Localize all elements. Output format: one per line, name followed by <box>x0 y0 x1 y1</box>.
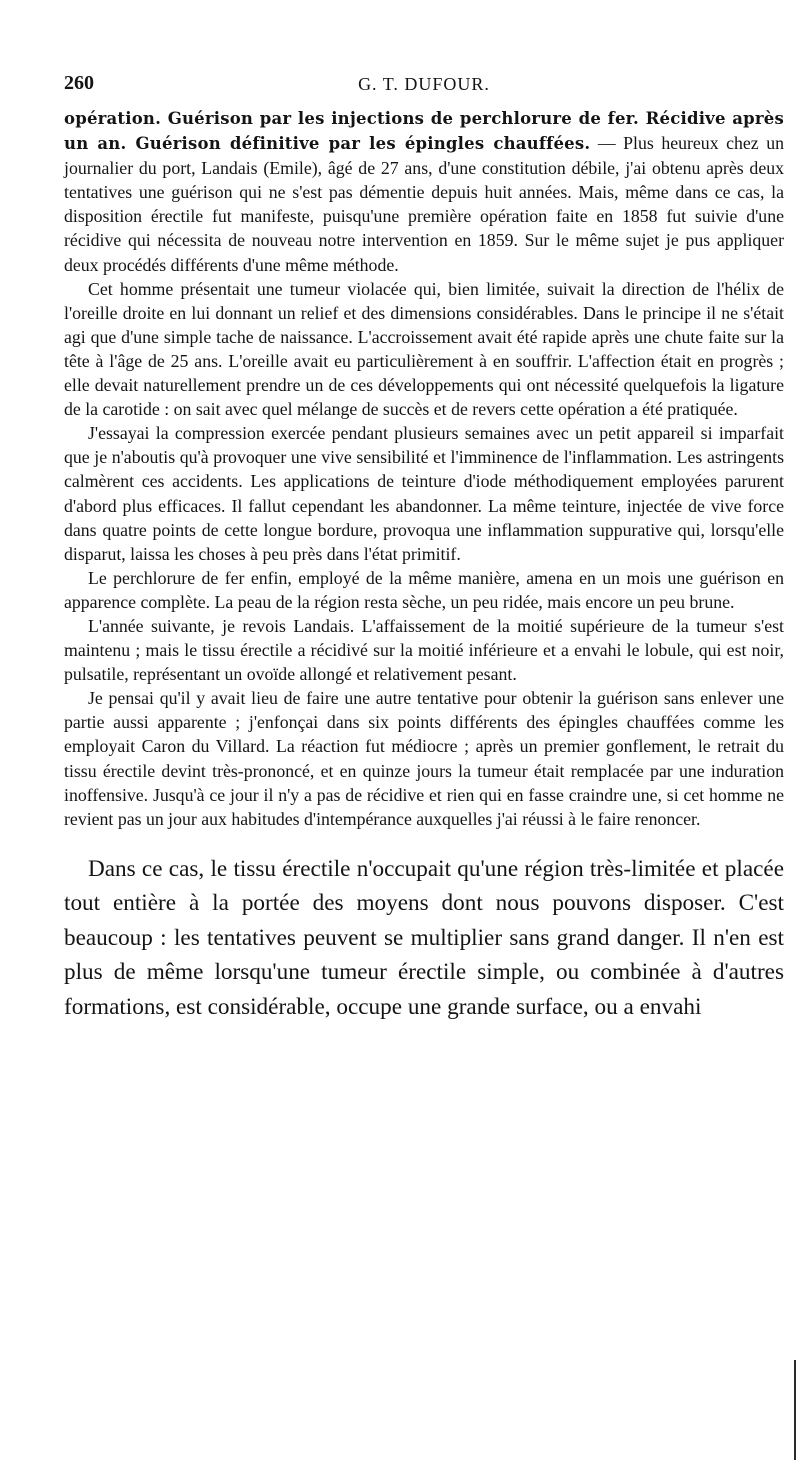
paragraph: Le perchlorure de fer enfin, employé de la même manière, amena en un mois une guérison en apparence complète. La peau de la région resta sèche, un peu ridée, mais encore un peu brune. <box>64 567 784 612</box>
main-text <box>64 852 784 1025</box>
running-head <box>64 72 784 106</box>
paragraph-text: — Plus heureux chez un journalier du port, Landais (Emile), âgé de 27 ans, d'une constitution débile, j'ai obtenu après deux tentatives une guérison qui ne s'est pas démentie depuis huit années. Mais, même dans ce cas, la disposition érectile fut manifeste, puisqu'une première opération faite en 1858 fut suivie d'une récidive qui nécessita de nouveau notre intervention en 1859. Sur le même sujet je pus appliquer deux procédés différents d'une même méthode. <box>64 133 784 275</box>
page-edge-shadow <box>794 1360 796 1460</box>
page-number: 260 <box>64 72 94 94</box>
paragraph: L'année suivante, je revois Landais. L'affaissement de la moitié supérieure de la tumeur s'est maintenu ; mais le tissu érectile a récidivé sur la moitié inférieure et a envahi le lobule, qui est noir, pulsatile, représentant un ovoïde allongé et relativement pesant. <box>64 615 784 685</box>
case-report <box>64 106 784 831</box>
book-page <box>64 72 784 1024</box>
case-opening-paragraph <box>64 106 784 277</box>
paragraph: Je pensai qu'il y avait lieu de faire une autre tentative pour obtenir la guérison sans enlever une partie aussi apparente ; j'enfonçai dans six points différents des épingles chauffées comme les employait Caron du Villard. La réaction fut médiocre ; après un premier gonflement, le retrait du tissu érectile devint très-prononcé, et en quinze jours la tumeur était remplacée par une induration inoffensive. Jusqu'à ce jour il n'y a pas de récidive et rien qui en fasse craindre une, si cet homme ne revient pas un jour aux habitudes d'intempérance auxquelles j'ai réussi à le faire renoncer. <box>64 688 784 829</box>
case-heading: opération. Guérison par les injections de perchlorure de fer. Récidive après un an. Guérison définitive par les épingles chauffées. <box>64 109 784 154</box>
paragraph: J'essayai la compression exercée pendant plusieurs semaines avec un petit appareil si imparfait que je n'aboutis qu'à provoquer une vive sensibilité et l'imminence de l'inflammation. Les astringents calmèrent ces accidents. Les applications de teinture d'iode méthodiquement employées parurent d'abord plus efficaces. Il fallut cependant les abandonner. La même teinture, injectée de vive force dans quatre points de cette longue bordure, provoqua une inflammation suppurative qui, lorsqu'elle disparut, laissa les choses à peu près dans l'état primitif. <box>64 423 784 564</box>
running-title: G. T. DUFOUR. <box>358 74 490 94</box>
paragraph: Cet homme présentait une tumeur violacée qui, bien limitée, suivait la direction de l'hélix de l'oreille droite en lui donnant un relief et des dimensions considérables. Dans le principe il ne s'était agi que d'une simple tache de naissance. L'accroissement avait été rapide après une chute faite sur la tête à l'âge de 25 ans. L'oreille avait eu particulièrement à en souffrir. L'affection était en progrès ; elle devait naturellement prendre un de ces développements qui ont nécessité quelquefois la ligature de la carotide : on sait avec quel mélange de succès et de revers cette opération a été pratiquée. <box>64 278 784 420</box>
closing-paragraph: Dans ce cas, le tissu érectile n'occupait qu'une région très-limitée et placée tout entière à la portée des moyens dont nous pouvons disposer. C'est beaucoup : les tentatives peuvent se multiplier sans grand danger. Il n'en est plus de même lorsqu'une tumeur érectile simple, ou combinée à d'autres formations, est considérable, occupe une grande surface, ou a envahi <box>64 855 784 1020</box>
